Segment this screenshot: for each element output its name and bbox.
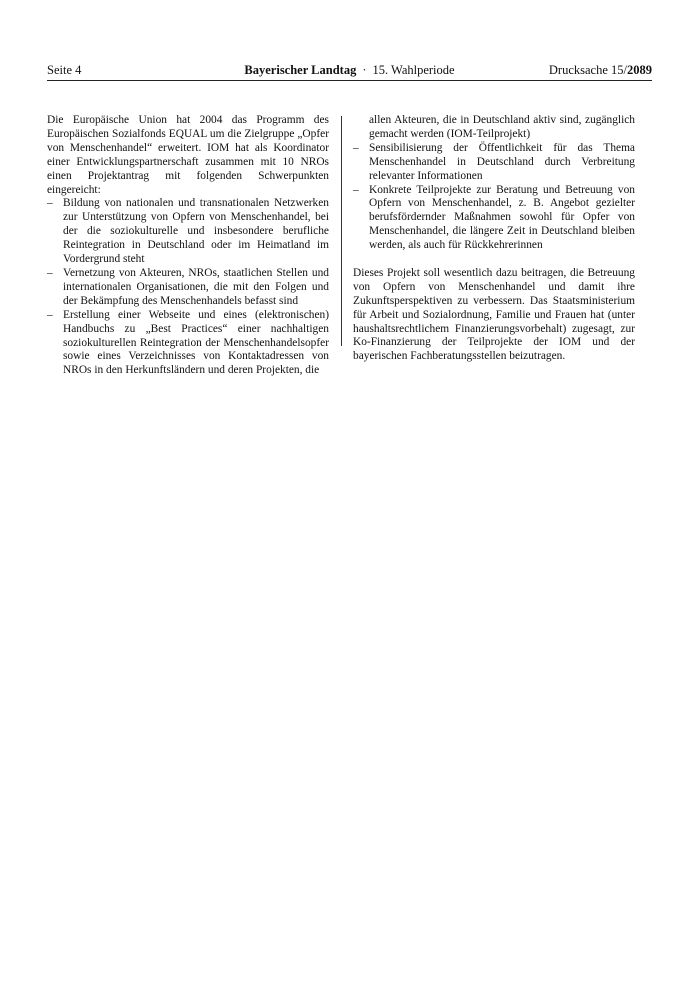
dash-marker: –: [47, 308, 53, 321]
list-item: [47, 197, 329, 267]
list-item-continuation: allen Akteuren, die in Deutschland aktiv sind, zugänglich gemacht werden (IOM-Teilprojekt): [369, 114, 635, 140]
header-rule: [47, 80, 652, 81]
list-item-text: Vernetzung von Akteuren, NROs, staatlichen Stellen und internationalen Organisationen, die mit den Folgen und der Bekämpfung des Menschenhandels befasst sind: [63, 266, 329, 307]
list-item-text: Konkrete Teilprojekte zur Beratung und Betreuung von Opfern von Menschenhandel, z. B. Angebot gezielter berufsfördernder Maßnahmen sowohl für Opfer von Menschenhandel, die längere Zeit in Deutschland bleiben werden, als auch für Rückkehrerinnen: [369, 183, 635, 252]
list-item: [353, 142, 635, 184]
dash-marker: –: [353, 183, 359, 196]
page-header: [47, 62, 652, 78]
intro-paragraph: Die Europäische Union hat 2004 das Programm des Europäischen Sozialfonds EQUAL um die Zielgruppe „Opfer von Menschenhandel“ erweitert. IOM hat als Koordinator einer Entwicklungspartnerschaft zusammen mit 10 NROs einen Projektantrag mit folgenden Schwerpunkten eingereicht:: [47, 114, 329, 196]
page-number: Seite 4: [47, 63, 82, 77]
list-item: [47, 267, 329, 309]
list-item: [47, 309, 329, 379]
paragraph-gap: [353, 253, 635, 267]
dash-marker: –: [47, 197, 53, 210]
closing-paragraph: Dieses Projekt soll wesentlich dazu beitragen, die Betreuung von Opfern von Menschenhandel und damit ihre Zukunftsperspektiven zu verbessern. Das Staatsministerium für Arbeit und Sozialordnung, Familie und Frauen hat (unter haushaltsrechtlichem Finanzierungsvorbehalt) zugesagt, zur Ko-Finanzierung der Teilprojekte der IOM und der bayerischen Fachberatungsstellen beizutragen.: [353, 266, 635, 363]
drucksache-number: 2089: [627, 63, 652, 77]
left-column: [47, 114, 329, 378]
list-item-text: Bildung von nationalen und transnationalen Netzwerken zur Unterstützung von Opfern von Menschenhandel, bei der die soziokulturelle und insbesondere berufliche Reintegration in Deutschland oder im Heimatland im Vordergrund steht: [63, 197, 329, 266]
column-divider: [341, 116, 342, 346]
drucksache-reference: [549, 62, 652, 78]
list-item-text: Sensibilisierung der Öffentlichkeit für das Thema Menschenhandel in Deutschland durch Verbreitung relevanter Informationen: [369, 141, 635, 182]
right-column: [353, 114, 635, 364]
header-separator: ·: [362, 63, 367, 77]
dash-marker: –: [353, 141, 359, 154]
list-item: [353, 184, 635, 254]
list-item-text: Erstellung einer Webseite und eines (elektronischen) Handbuchs zu „Best Practices“ einer nachhaltigen soziokulturellen Reintegration der Menschenhandelsopfer sowie eines Verzeichnisses von Kontaktadressen von NROs in den Herkunftsländern und deren Projekten, die: [63, 308, 329, 377]
focus-list-right: [353, 142, 635, 253]
dash-marker: –: [47, 266, 53, 279]
parliament-name: Bayerischer Landtag: [244, 63, 357, 77]
drucksache-label: Drucksache 15/: [548, 63, 627, 77]
focus-list-left: [47, 197, 329, 378]
legislative-period: 15. Wahlperiode: [372, 63, 455, 77]
